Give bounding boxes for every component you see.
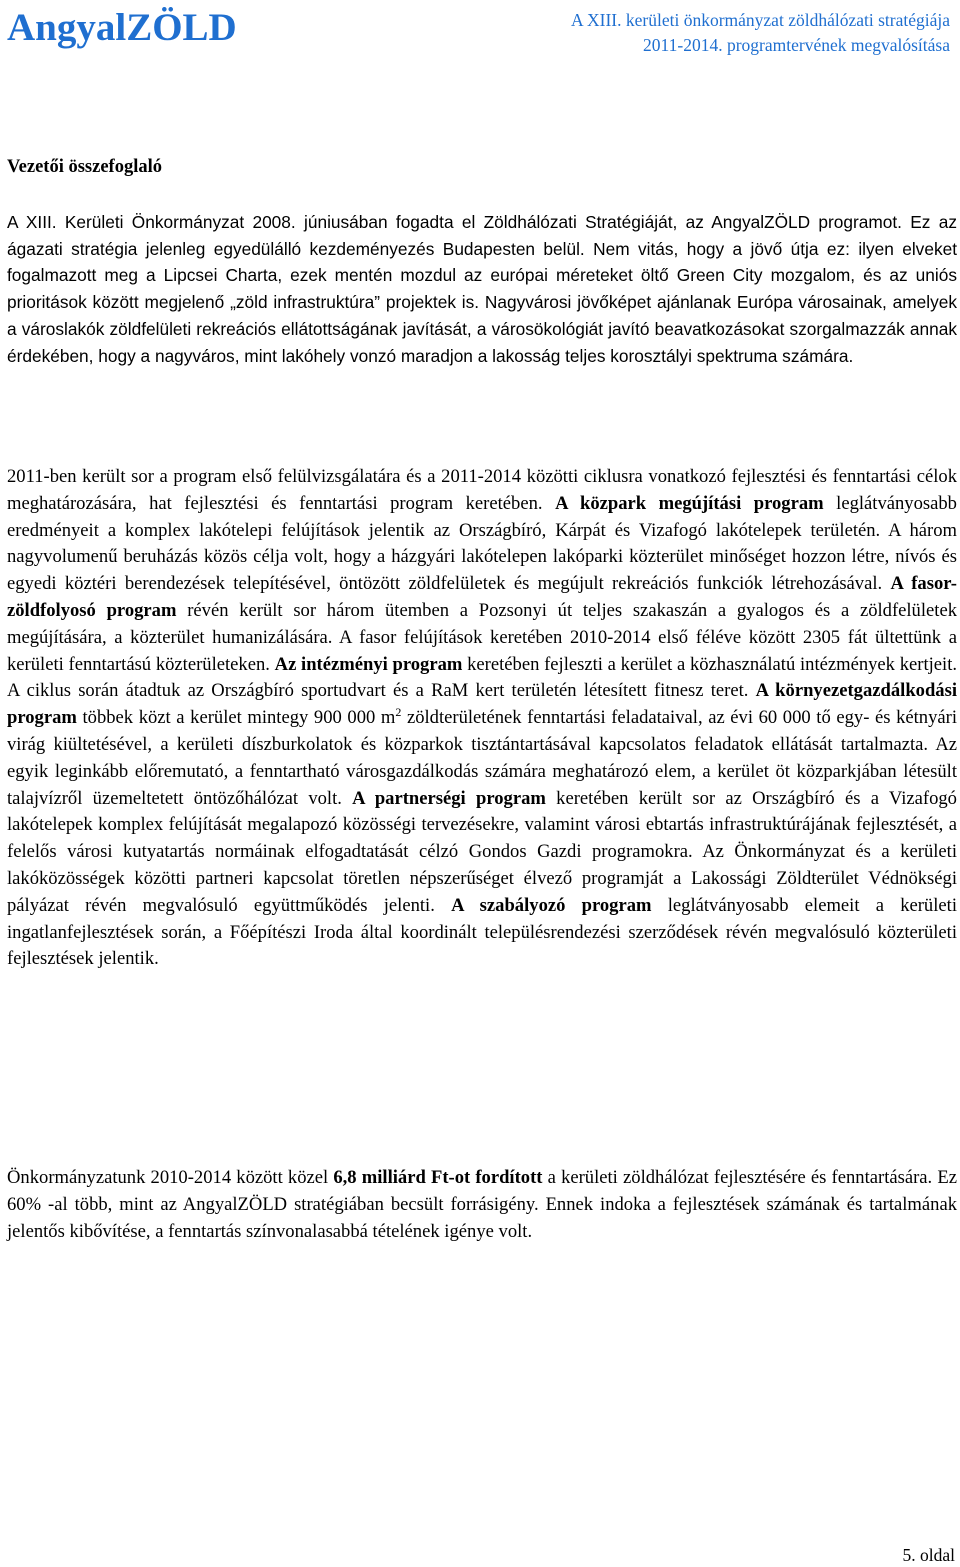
page-number: 5. oldal [902, 1545, 955, 1565]
brand-logo: AngyalZÖLD [7, 6, 237, 49]
text-run: Önkormányzatunk 2010-2014 között közel [7, 1167, 334, 1188]
section-title: Vezetői összefoglaló [7, 157, 162, 177]
text-run: zöldterületének fenntartási feladataival, az évi 60 000 tő egy- és kétnyári virág kiültetésével, a kerületi díszburkolatok és közparkok tisztántartásával kapcsolatos feladatok ellátását tartalmazta. Az egyik leginkább előremutató, a fenntartható városgazdálkodás számára meghatározó elem, a kerület öt közparkjában létesült talajvízről üzemeltetett öntözőhálózat volt. [7, 707, 957, 809]
text-run: révén került sor három ütemben a Pozsonyi út teljes szakaszán a gyalogos és a zöldfelületek megújítására, a közterület humanizálására. A fasor felújítások keretében 2010-2014 első féléve között 2305 fát ültettünk a kerületi fenntartású közterületeken. [7, 599, 957, 675]
program-name-kornyezetgazdalkodasi: A környezetgazdálkodási program [7, 680, 957, 729]
text-run: keretében került sor az Országbíró és a Vizafogó lakótelepek komplex felújítását megalapozó közösségi tervezésekre, valamint városi ebtartás infrastruktúrájának fejlesztését, a felelős városi kutyatartás normáinak elfogadtatását célzó Gondos Gazdi programokra. Az Önkormányzat és a kerületi lakóközösségek közötti partneri kapcsolat töretlen népszerűséget élvező programját a Lakossági Zöldterület Védnökségi pályázat révén megvalósuló együttműködés jelenti. [7, 787, 957, 916]
text-run: leglátványosabb eredményeit a komplex lakótelepi felújítások jelentik az Országbíró, Kárpát és Vizafogó lakótelepek területén. A három nagyvolumenű beruházás közös célja volt, hogy a házgyári lakótelepen lakóparki közterület minőséget hozzon létre, nívós és egyedi köztéri berendezések telepítésével, öntözött zöldfelületek és megújult rekreációs funkciók létrehozásával. [7, 492, 957, 595]
budget-highlight: 6,8 milliárd Ft-ot fordított [333, 1167, 543, 1188]
page-header [0, 0, 960, 60]
text-run: a kerületi zöldhálózat fejlesztésére és fenntartására. Ez 60% -al több, mint az AngyalZÖLD stratégiában becsült forrásigény. Ennek indoka a fejlesztések számának és tartalmának jelentős kibővítése, a fenntartás színvonalasabbá tételének igénye volt. [7, 1167, 957, 1242]
program-name-partnersegi: A partnerségi program [352, 787, 546, 809]
text-run: leglátványosabb elemeit a kerületi ingatlanfejlesztések során, a Főépítészi Iroda által koordinált településrendezési szerződések révén megvalósuló közterületi fejlesztések jelentik. [7, 894, 957, 970]
program-name-fasor: A fasor-zöldfolyosó program [7, 573, 958, 621]
document-title [571, 8, 950, 58]
paragraph-programs [7, 464, 957, 973]
text-run: keretében fejleszti a kerület a közhasználatú intézmények kertjeit. A ciklus során átadtuk az Országbíró sportudvart és a RaM kert területén létesített fitnesz teret. [7, 653, 958, 702]
program-name-szabalyozo: A szabályozó program [451, 894, 652, 916]
text-run: 2011-ben került sor a program első felülvizsgálatára és a 2011-2014 közötti ciklusra vonatkozó fejlesztési és fenntartási célok meghatározására, hat fejlesztési és fenntartási program keretében. [7, 466, 957, 514]
superscript: 2 [395, 705, 402, 720]
program-name-kozpark: A közpark megújítási program [555, 492, 824, 514]
paragraph-budget [7, 1165, 957, 1245]
paragraph-intro: A XIII. Kerületi Önkormányzat 2008. júniusában fogadta el Zöldhálózati Stratégiáját, az AngyalZÖLD programot. Ez az ágazati stratégia jelenleg egyedülálló kezdeményezés Budapesten belül. Nem vitás, hogy a jövő útja ez: ilyen elveket fogalmazott meg a Lipcsei Charta, ezek mentén mozdul az európai méreteket öltő Green City mozgalom, és az uniós prioritások között megjelenő „zöld infrastruktúra” projektek is. Nagyvárosi jövőképet ajánlanak Európa városainak, amelyek a városlakók zöldfelületi rekreációs ellátottságának javítását, a városökológiát javító beavatkozásokat szorgalmazzák annak érdekében, hogy a nagyváros, mint lakóhely vonzó maradjon a lakosság teljes korosztályi spektruma számára. [7, 212, 957, 366]
document-title-line-2: 2011-2014. programtervének megvalósítása [643, 35, 950, 55]
text-run: többek közt a kerület mintegy 900 000 m [76, 707, 396, 729]
program-name-intezmenyi: Az intézményi program [274, 653, 463, 675]
document-title-line-1: A XIII. kerületi önkormányzat zöldhálózati stratégiája [570, 10, 950, 30]
